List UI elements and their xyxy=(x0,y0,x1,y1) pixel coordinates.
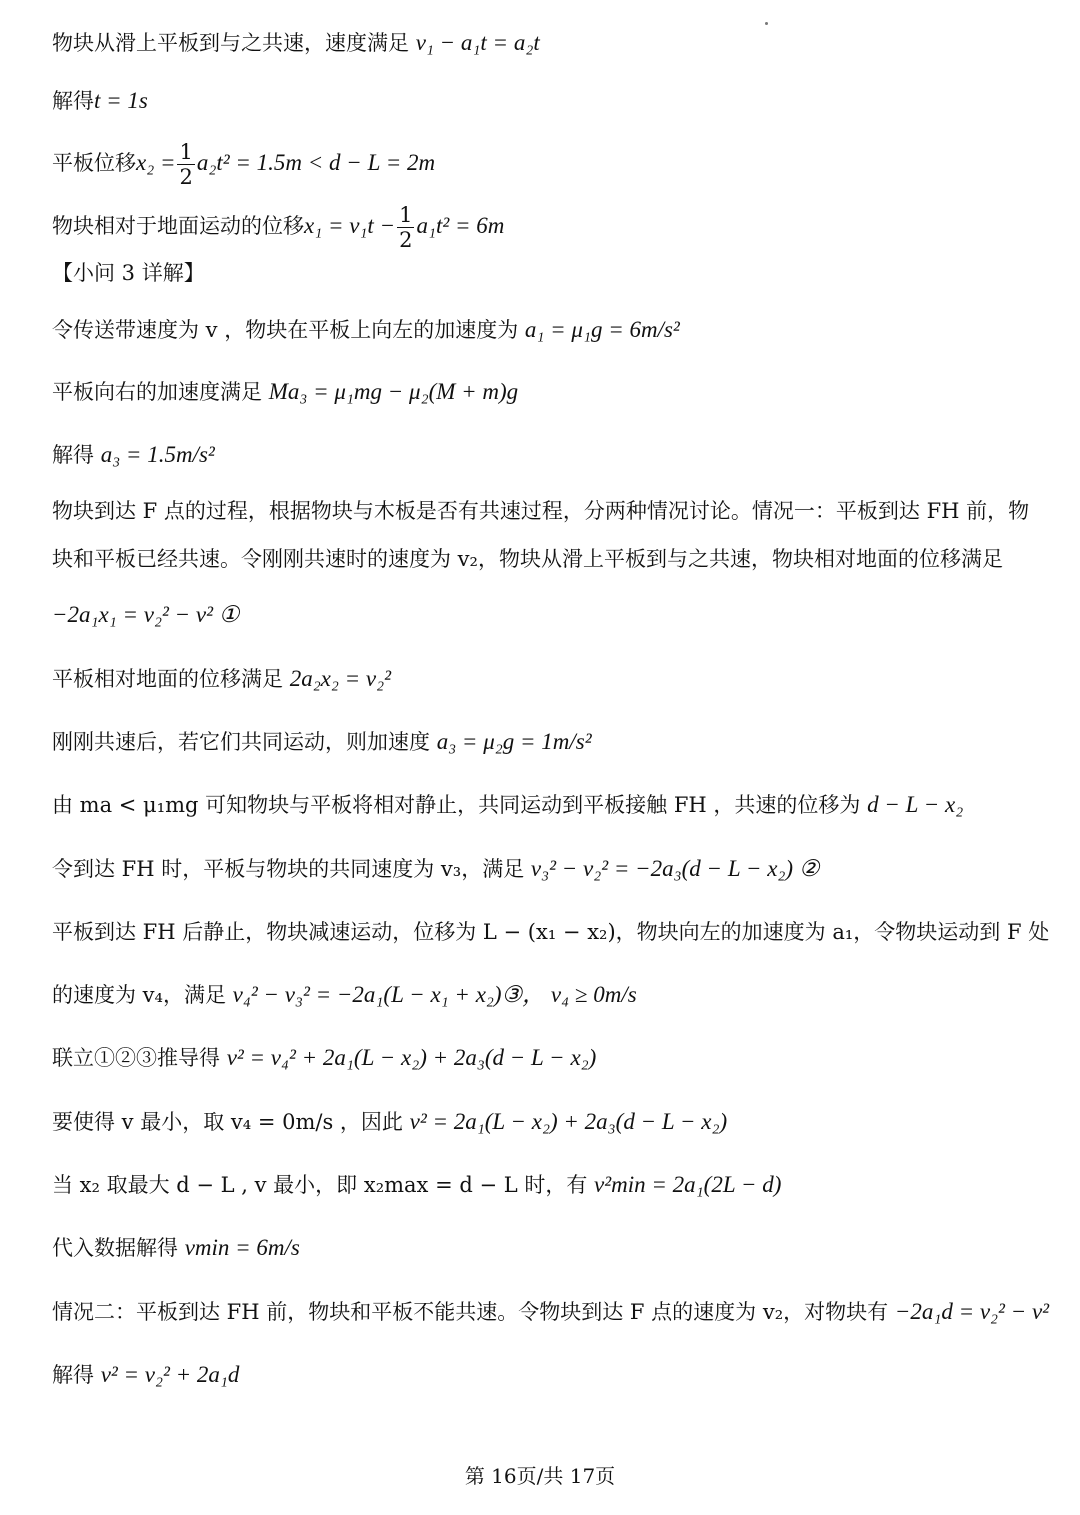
solution-line-6: 令传送带速度为 v ，物块在平板上向左的加速度为 a₁ = μ₁g = 6m/s² xyxy=(52,317,680,342)
section-heading-q3: 【小问 3 详解】 xyxy=(52,261,205,285)
solution-line-4: 物块相对于地面运动的位移x₁ = v₁t − $\frac{1}{2}$ a₁t² = 6m xyxy=(52,203,505,252)
fraction-half: $\frac{1}{2}$ xyxy=(399,203,413,252)
equation-1: −2a₁x₁ = v₂² − v² ① xyxy=(52,602,240,627)
solution-line-8: 解得 a₃ = 1.5m/s² xyxy=(52,442,215,467)
solution-line-23: 解得 v² = v₂² + 2a₁d xyxy=(52,1362,240,1387)
solution-line-12: 平板相对地面的位移满足 2a₂x₂ = v₂² xyxy=(52,666,392,691)
equation-2-line: 令到达 FH 时，平板与物块的共同速度为 v₃，满足 v₃² − v₂² = −2a₃(d − L − x₂) ② xyxy=(52,856,820,881)
solution-line-3: 平板位移x₂ = $\frac{1}{2}$ a₂t² = 1.5m < d − L = 2m xyxy=(52,140,436,189)
solution-line-10: 块和平板已经共速。令刚刚共速时的速度为 v₂，物块从滑上平板到与之共速，物块相对地面的位移满足 xyxy=(52,547,1003,571)
solution-line-18: 联立①②③推导得 v² = v₄² + 2a₁(L − x₂) + 2a₃(d − L − x₂) xyxy=(52,1045,597,1070)
solution-line-14: 由 ma < μ₁mg 可知物块与平板将相对静止，共同运动到平板接触 FH ，共速的位移为 d − L − x₂ xyxy=(52,792,964,817)
equation-3-line: 的速度为 v₄，满足 v₄² − v₃² = −2a₁(L − x₁ + x₂)③， v₄ ≥ 0m/s xyxy=(52,982,637,1007)
solution-line-20: 当 x₂ 取最大 d − L , v 最小，即 x₂max = d − L 时，有 v²min = 2a₁(2L − d) xyxy=(52,1172,782,1197)
fraction-half: $\frac{1}{2}$ xyxy=(179,140,193,189)
solution-line-9: 物块到达 F 点的过程，根据物块与木板是否有共速过程，分两种情况讨论。情况一：平板到达 FH 前，物 xyxy=(52,499,1030,523)
solution-line-16: 平板到达 FH 后静止，物块减速运动，位移为 L − (x₁ − x₂)，物块向左的加速度为 a₁，令物块运动到 F 处 xyxy=(52,920,1050,944)
solution-line-7: 平板向右的加速度满足 Ma₃ = μ₁mg − μ₂(M + m)g xyxy=(52,379,519,404)
solution-line-19: 要使得 v 最小，取 v₄ = 0m/s ，因此 v² = 2a₁(L − x₂) + 2a₃(d − L − x₂) xyxy=(52,1109,728,1134)
solution-line-21: 代入数据解得 vmin = 6m/s xyxy=(52,1235,300,1260)
solution-line-22: 情况二：平板到达 FH 前，物块和平板不能共速。令物块到达 F 点的速度为 v₂，对物块有 −2a₁d = v₂² − v² xyxy=(52,1299,1050,1324)
solution-line-1: 物块从滑上平板到与之共速，速度满足 v₁ − a₁t = a₂t xyxy=(52,30,540,55)
scan-speck xyxy=(765,22,768,25)
solution-line-13: 刚刚共速后，若它们共同运动，则加速度 a₃ = μ₂g = 1m/s² xyxy=(52,729,592,754)
page-number-footer: 第 16页/共 17页 xyxy=(464,1464,616,1488)
solution-line-2: 解得t = 1s xyxy=(52,88,148,113)
